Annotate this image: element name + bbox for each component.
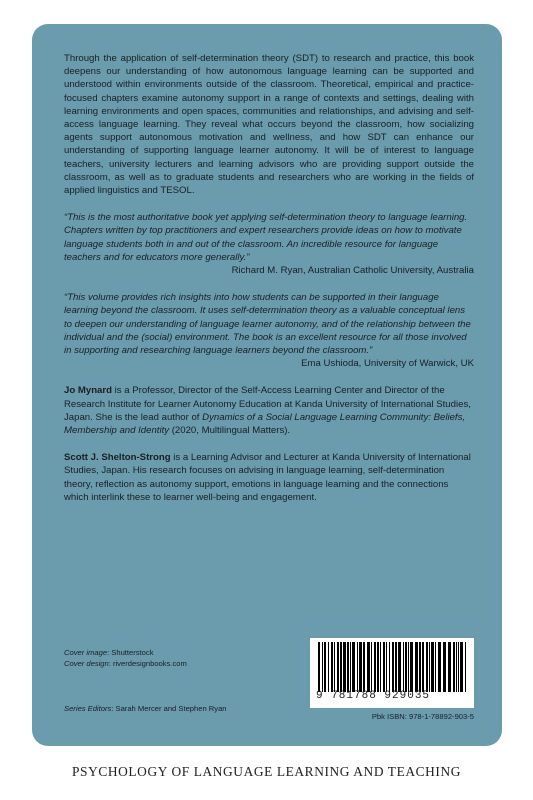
- barcode-bar: [322, 642, 323, 692]
- author-name: Scott J. Shelton-Strong: [64, 452, 171, 464]
- barcode-bar: [438, 642, 441, 692]
- barcode-bar: [460, 642, 463, 692]
- bio-book-title: Dynamics of a Social Language Learning Community: Beliefs, Membership and Identity: [64, 411, 466, 437]
- series-editors-label: Series Editors: [64, 704, 112, 713]
- bio-text-end: (2020, Multilingual Matters).: [169, 425, 291, 437]
- endorsement-attribution: Ema Ushioda, University of Warwick, UK: [301, 358, 474, 370]
- series-editors-value: : Sarah Mercer and Stephen Ryan: [111, 704, 227, 713]
- barcode-bar: [386, 642, 387, 692]
- barcode-bar: [371, 642, 372, 692]
- barcode-bar: [383, 642, 385, 692]
- cover-credits: [64, 648, 187, 669]
- barcode-bar: [415, 642, 418, 692]
- series-editors: [64, 704, 227, 713]
- endorsement-ryan: [64, 211, 474, 277]
- barcode-bar: [359, 642, 362, 692]
- cover-image-value: : Shutterstock: [107, 648, 154, 657]
- barcode-bar: [419, 642, 421, 692]
- barcode-bar: [422, 642, 424, 692]
- cover-design-label: Cover design: [64, 658, 109, 668]
- barcode-bar: [408, 642, 409, 692]
- barcode-bar: [435, 642, 436, 692]
- barcode-bar: [347, 642, 349, 692]
- barcode-bar: [337, 642, 339, 692]
- barcode-bar: [465, 642, 466, 692]
- back-cover-panel: [32, 24, 502, 746]
- barcode-bar: [392, 642, 394, 692]
- barcode-digits: 9 781788 929035: [316, 690, 431, 702]
- barcode-bar: [410, 642, 413, 692]
- barcode-bar: [343, 642, 346, 692]
- author-bio-shelton-strong: [64, 451, 474, 504]
- barcode-bar: [363, 642, 365, 692]
- barcode-bar: [328, 642, 329, 692]
- endorsement-text: “This volume provides rich insights into how students can be supported in their language learning beyond the classroom. It uses self-determination theory as a valuable conceptual lens to deepen our understanding of language learner autonomy, and of the relationship between the individual and the (social) environment. The book is an excellent resource for all those involved in supporting and researching language learners beyond the classroom.”: [64, 292, 471, 357]
- barcode-bar: [395, 642, 397, 692]
- barcode-bar: [456, 642, 457, 692]
- barcode-bar: [429, 642, 430, 692]
- barcode-bars: [316, 642, 468, 692]
- barcode-bar: [331, 642, 333, 692]
- barcode-bar: [448, 642, 451, 692]
- barcode-bar: [443, 642, 446, 692]
- barcode-bar: [403, 642, 404, 692]
- bio-text: is a Learning Advisor and Lecturer at Kanda University of International Studies, Japan. His research focuses on advising in language learning, self-determination theory, reflection as autonomy support, emotions in language learning and the connections which interlink these to learner well-being and engagement.: [64, 452, 471, 503]
- bio-text: is a Professor, Director of the Self-Access Learning Center and Director of the Research Institute for Learner Autonomy Education at Kanda University of International Studies, Japan. She is the lead author of: [64, 385, 471, 423]
- barcode-bar: [350, 642, 351, 692]
- barcode-bar: [324, 642, 326, 692]
- barcode: [310, 638, 474, 708]
- barcode-bar: [380, 642, 381, 692]
- isbn: Pbk ISBN: 978-1-78892-903-5: [371, 712, 474, 721]
- author-name: Jo Mynard: [64, 385, 112, 397]
- series-title: PSYCHOLOGY OF LANGUAGE LEARNING AND TEACHING: [71, 764, 462, 779]
- barcode-bar: [389, 642, 390, 692]
- barcode-bar: [318, 642, 320, 692]
- barcode-bar: [458, 642, 459, 692]
- author-bio-mynard: [64, 384, 474, 437]
- barcode-bar: [426, 642, 428, 692]
- barcode-bar: [352, 642, 355, 692]
- endorsement-attribution: Richard M. Ryan, Australian Catholic University, Australia: [231, 265, 474, 277]
- barcode-bar: [357, 642, 358, 692]
- barcode-bar: [334, 642, 335, 692]
- barcode-bar: [374, 642, 376, 692]
- book-blurb: Through the application of self-determination theory (SDT) to research and practice, this book deepens our understanding of how autonomous language learning can be supported and understood within environments outside of the classroom. Theoretical, empirical and practice-focused chapters examine autonomy support in a range of contexts and settings, dealing with learning environments and open spaces, communities and relationships, and advising and self-access language learning. They reveal what occurs beyond the classroom, how socializing agents support autonomous motivation and wellness, and how SDT can enhance our understanding of supporting language learner autonomy. It will be of interest to language teachers, university lecturers and learning advisors who are providing support outside the classroom, as well as to graduate students and researchers who are working in the fields of applied linguistics and TESOL.: [64, 53, 474, 197]
- barcode-bar: [340, 642, 342, 692]
- endorsement-text: “This is the most authoritative book yet applying self-determination theory to language learning. Chapters written by top practitioners and expert researchers provide ideas on how to motivate language students both in and out of the classroom. An incredible resource for language teachers and for educators more generally.”: [64, 212, 468, 263]
- endorsement-ushioda: [64, 291, 474, 370]
- barcode-bar: [377, 642, 379, 692]
- barcode-bar: [398, 642, 401, 692]
- barcode-bar: [453, 642, 455, 692]
- barcode-bar: [405, 642, 407, 692]
- barcode-bar: [367, 642, 370, 692]
- cover-design-value: : riverdesignbooks.com: [108, 658, 187, 668]
- barcode-bar: [431, 642, 434, 692]
- cover-image-label: Cover image: [64, 648, 108, 657]
